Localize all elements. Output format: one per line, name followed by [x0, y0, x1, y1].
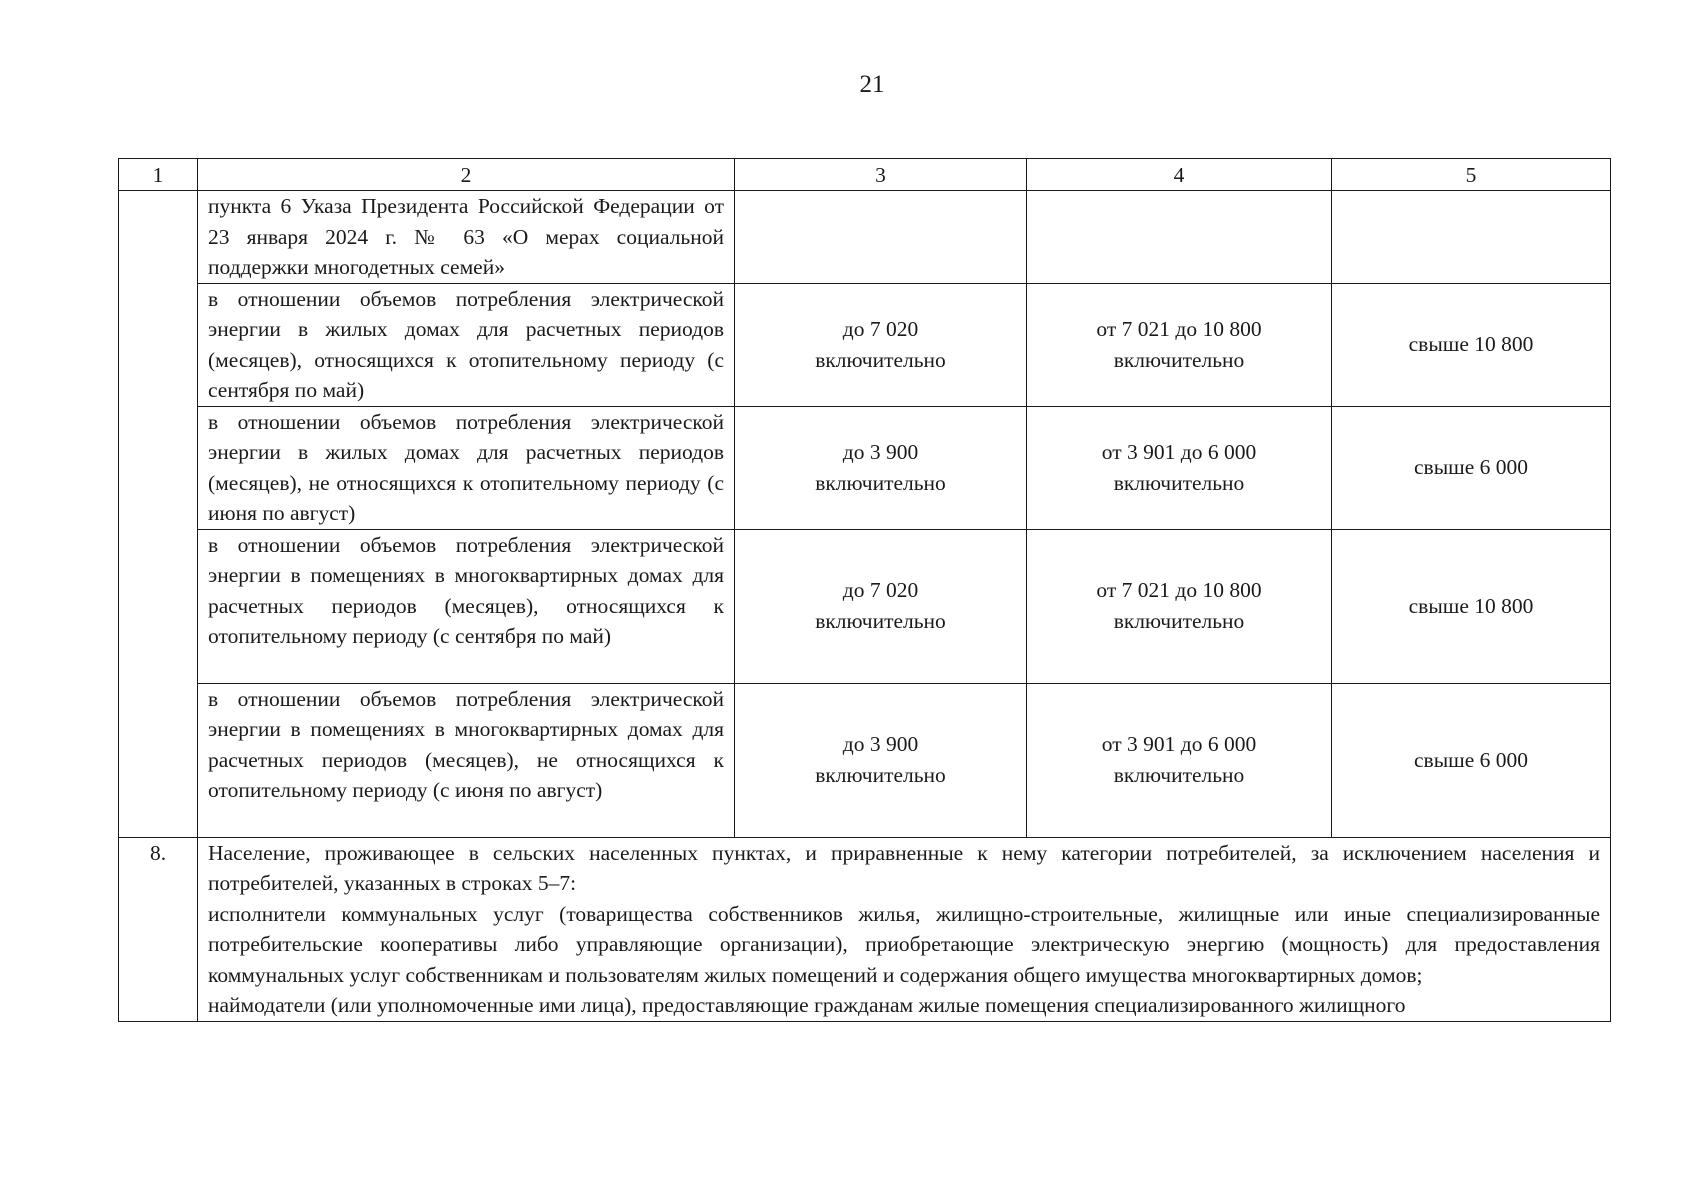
value-col4-qualifier: включительно [1113, 470, 1245, 495]
value-col3-qualifier: включительно [815, 609, 946, 633]
value-col5: свыше 6 000 [1332, 406, 1611, 529]
column-header-1: 1 [119, 159, 198, 191]
value-col3 [735, 191, 1027, 284]
tariff-table [118, 158, 1611, 1022]
value-col4-qualifier: включительно [1113, 347, 1245, 372]
value-col4 [1027, 683, 1332, 837]
row-number-cell: 8. [119, 837, 198, 1021]
page-number: 21 [859, 71, 885, 98]
row-8-paragraph: наймодатели (или уполномоченные ими лица), предоставляющие гражданам жилые помещения специализированного жилищного [208, 993, 1406, 1017]
value-col3-amount: до 3 900 [842, 439, 919, 464]
row-description: пункта 6 Указа Президента Российской Федерации от 23 января 2024 г. № 63 «О мерах социальной поддержки многодетных семей» [198, 191, 735, 284]
table-row-8 [119, 837, 1611, 1021]
value-col3-amount: до 7 020 [842, 578, 919, 602]
column-header-2: 2 [198, 159, 735, 191]
row-number-cell [119, 191, 198, 838]
table-row [119, 406, 1611, 529]
table-row [119, 191, 1611, 284]
value-col3 [735, 683, 1027, 837]
value-col3-qualifier: включительно [815, 763, 946, 787]
value-col3 [735, 406, 1027, 529]
row-8-paragraph: исполнители коммунальных услуг (товарищества собственников жилья, жилищно-строительные, жилищные или иные специализированные потребительские кооперативы либо управляющие организации), приобретающие электрическую энергию (мощность) для предоставления коммунальных услуг собственникам и пользователям жилых помещений и содержания общего имущества многоквартирных домов; [208, 901, 1600, 987]
row-description: в отношении объемов потребления электрической энергии в помещениях в многоквартирных домах для расчетных периодов (месяцев), не относящихся к отопительному периоду (с июня по август) [198, 683, 735, 837]
value-col4-qualifier: включительно [1113, 609, 1245, 633]
value-col4-amount: от 3 901 до 6 000 [1101, 732, 1257, 756]
table-row [119, 283, 1611, 406]
value-col3 [735, 529, 1027, 683]
table-row [119, 683, 1611, 837]
row-description: в отношении объемов потребления электрической энергии в жилых домах для расчетных периодов (месяцев), не относящихся к отопительному периоду (с июня по август) [198, 406, 735, 529]
value-col4 [1027, 283, 1332, 406]
row-8-paragraph: Население, проживающее в сельских населенных пунктах, и приравненные к нему категории потребителей, за исключением населения и потребителей, указанных в строках 5–7: [208, 840, 1600, 895]
value-col3-amount: до 3 900 [842, 732, 919, 756]
value-col3 [735, 283, 1027, 406]
row-8-description [198, 837, 1611, 1021]
value-col4-qualifier: включительно [1113, 763, 1245, 787]
value-col4-amount: от 3 901 до 6 000 [1101, 439, 1257, 464]
value-col3-qualifier: включительно [815, 470, 946, 495]
value-col5: свыше 10 800 [1332, 529, 1611, 683]
value-col5 [1332, 191, 1611, 284]
value-col5: свыше 6 000 [1332, 683, 1611, 837]
value-col4 [1027, 191, 1332, 284]
row-description: в отношении объемов потребления электрической энергии в помещениях в многоквартирных домах для расчетных периодов (месяцев), относящихся к отопительному периоду (с сентября по май) [198, 529, 735, 683]
value-col5: свыше 10 800 [1332, 283, 1611, 406]
column-header-5: 5 [1332, 159, 1611, 191]
value-col3-qualifier: включительно [815, 347, 946, 372]
value-col4 [1027, 406, 1332, 529]
column-header-4: 4 [1027, 159, 1332, 191]
table-row [119, 529, 1611, 683]
value-col4-amount: от 7 021 до 10 800 [1096, 316, 1262, 341]
value-col4-amount: от 7 021 до 10 800 [1096, 578, 1262, 602]
value-col4 [1027, 529, 1332, 683]
row-description: в отношении объемов потребления электрической энергии в жилых домах для расчетных периодов (месяцев), относящихся к отопительному периоду (с сентября по май) [198, 283, 735, 406]
column-number-row [119, 159, 1611, 191]
value-col3-amount: до 7 020 [842, 316, 919, 341]
column-header-3: 3 [735, 159, 1027, 191]
